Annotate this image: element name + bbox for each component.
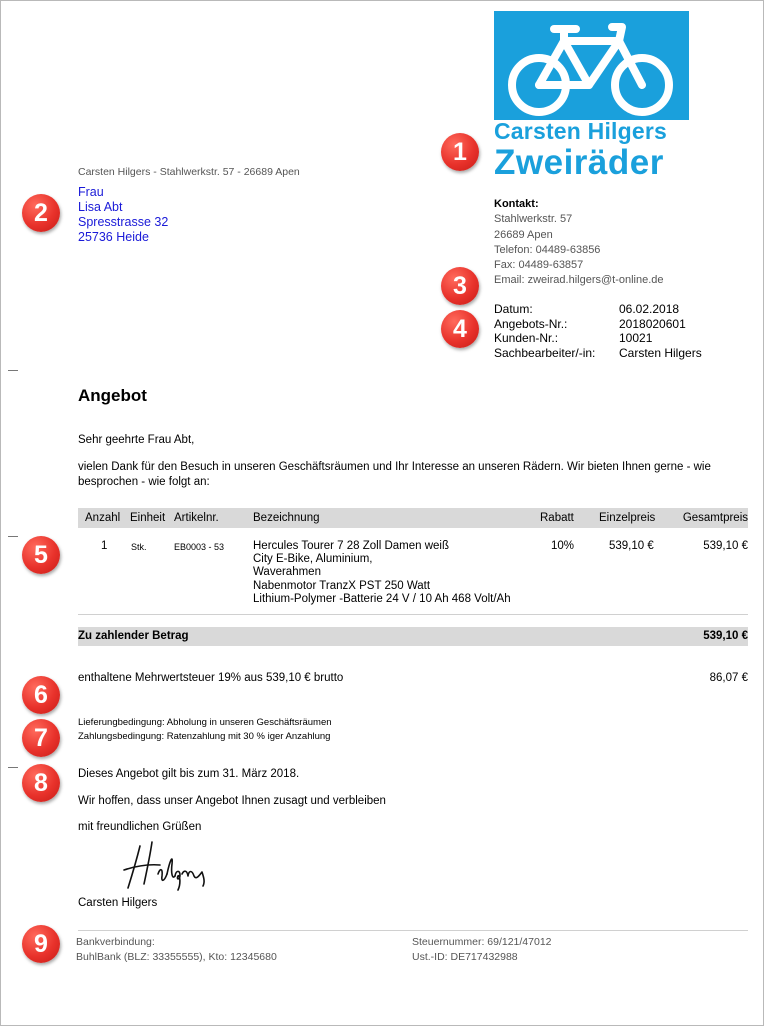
meta-row [494,302,702,317]
bank-details [76,935,277,964]
col-description: Bezeichnung [253,512,320,524]
meta-label: Datum: [494,302,533,316]
closing-text: Wir hoffen, dass unser Angebot Ihnen zusagt und verbleiben [78,795,386,807]
marker-6: 6 [22,676,60,714]
meta-label: Kunden-Nr.: [494,331,559,345]
total-row [78,627,748,646]
table-row [78,540,748,610]
footer-divider [78,930,748,931]
marker-1: 1 [441,133,479,171]
marker-7: 7 [22,719,60,757]
col-qty: Anzahl [85,512,121,524]
bank-value: BuhlBank (BLZ: 33355555), Kto: 12345680 [76,950,277,963]
vat-label: enthaltene Mehrwertsteuer 19% aus 539,10 € brutto [78,672,344,684]
meta-value: Carsten Hilgers [619,345,702,360]
cell-unit: Stk. [131,542,147,552]
contact-block [494,197,664,289]
marker-4: 4 [441,310,479,348]
total-value: 539,10 € [703,630,748,642]
company-name: Carsten Hilgers [494,118,668,144]
signature-name: Carsten Hilgers [78,897,158,909]
recipient-street: Spresstrasse 32 [78,215,169,229]
contact-street: Stahlwerkstr. 57 [494,213,573,226]
table-header [78,508,748,528]
divider [78,614,748,615]
fold-mark [8,767,18,768]
meta-value: 06.02.2018 [619,302,680,316]
offer-meta [494,302,702,360]
vat-value: 86,07 € [709,672,748,684]
description-line: Waverahmen [253,566,321,579]
description-line: Nabenmotor TranzX PST 250 Watt [253,579,431,592]
meta-value: 10021 [619,331,653,345]
col-article: Artikelnr. [174,512,219,524]
description-line: City E-Bike, Aluminium, [253,553,373,566]
recipient-salutation: Frau [78,185,104,199]
total-label: Zu zahlender Betrag [78,630,189,642]
bank-label: Bankverbindung: [76,936,155,948]
contact-phone: Telefon: 04489-63856 [494,243,601,256]
marker-5: 5 [22,536,60,574]
bicycle-icon [494,11,689,120]
document-title: Angebot [78,386,147,405]
meta-value: 2018020601 [619,316,686,331]
cell-total: 539,10 € [703,540,748,552]
col-unit: Einheit [130,512,166,524]
col-unit-price: Einzelpreis [599,512,656,524]
cell-unit-price: 539,10 € [609,540,654,552]
cell-discount: 10% [551,540,575,552]
sender-line: Carsten Hilgers - Stahlwerkstr. 57 - 26689 Apen [78,166,300,178]
meta-label: Sachbearbeiter/-in: [494,345,596,360]
validity-text: Dieses Angebot gilt bis zum 31. März 2018. [78,768,300,780]
meta-row [494,331,702,346]
recipient-name: Lisa Abt [78,200,123,214]
contact-fax: Fax: 04489-63857 [494,259,584,272]
description-line: Hercules Tourer 7 28 Zoll Damen weiß [253,540,450,552]
regards-text: mit freundlichen Grüßen [78,821,202,833]
greeting: Sehr geehrte Frau Abt, [78,434,195,446]
cell-article: EB0003 - 53 [174,542,225,552]
contact-heading: Kontakt: [494,198,539,210]
marker-9: 9 [22,925,60,963]
marker-2: 2 [22,194,60,232]
logo [494,11,689,120]
company-name-suffix: Zweiräder [494,143,664,182]
recipient-address [78,185,168,245]
tax-number: Steuernummer: 69/121/47012 [412,936,552,948]
payment-terms: Zahlungsbedingung: Ratenzahlung mit 30 % iger Anzahlung [78,731,331,742]
signature-image [120,838,215,893]
intro-text: vielen Dank für den Besuch in unseren Geschäftsräumen und Ihr Interesse an unseren Rädern. Wir bieten Ihnen gerne - wie besprochen - wie folgt an: [78,461,711,488]
tax-details [412,935,552,964]
col-total: Gesamtpreis [682,512,748,524]
meta-label: Angebots-Nr.: [494,316,568,331]
marker-8: 8 [22,764,60,802]
cell-description [253,540,511,606]
contact-city: 26689 Apen [494,228,553,241]
cell-qty: 1 [101,540,108,552]
delivery-terms: Lieferungbedingung: Abholung in unseren Geschäftsräumen [78,717,332,728]
description-line: Lithium-Polymer -Batterie 24 V / 10 Ah 468 Volt/Ah [253,592,511,605]
marker-3: 3 [441,267,479,305]
fold-mark [8,536,18,537]
meta-row [494,317,702,332]
contact-email: Email: zweirad.hilgers@t-online.de [494,274,664,287]
fold-mark [8,370,18,371]
vat-id: Ust.-ID: DE717432988 [412,950,518,963]
meta-row [494,346,702,361]
recipient-city: 25736 Heide [78,230,149,244]
col-discount: Rabatt [540,512,574,524]
